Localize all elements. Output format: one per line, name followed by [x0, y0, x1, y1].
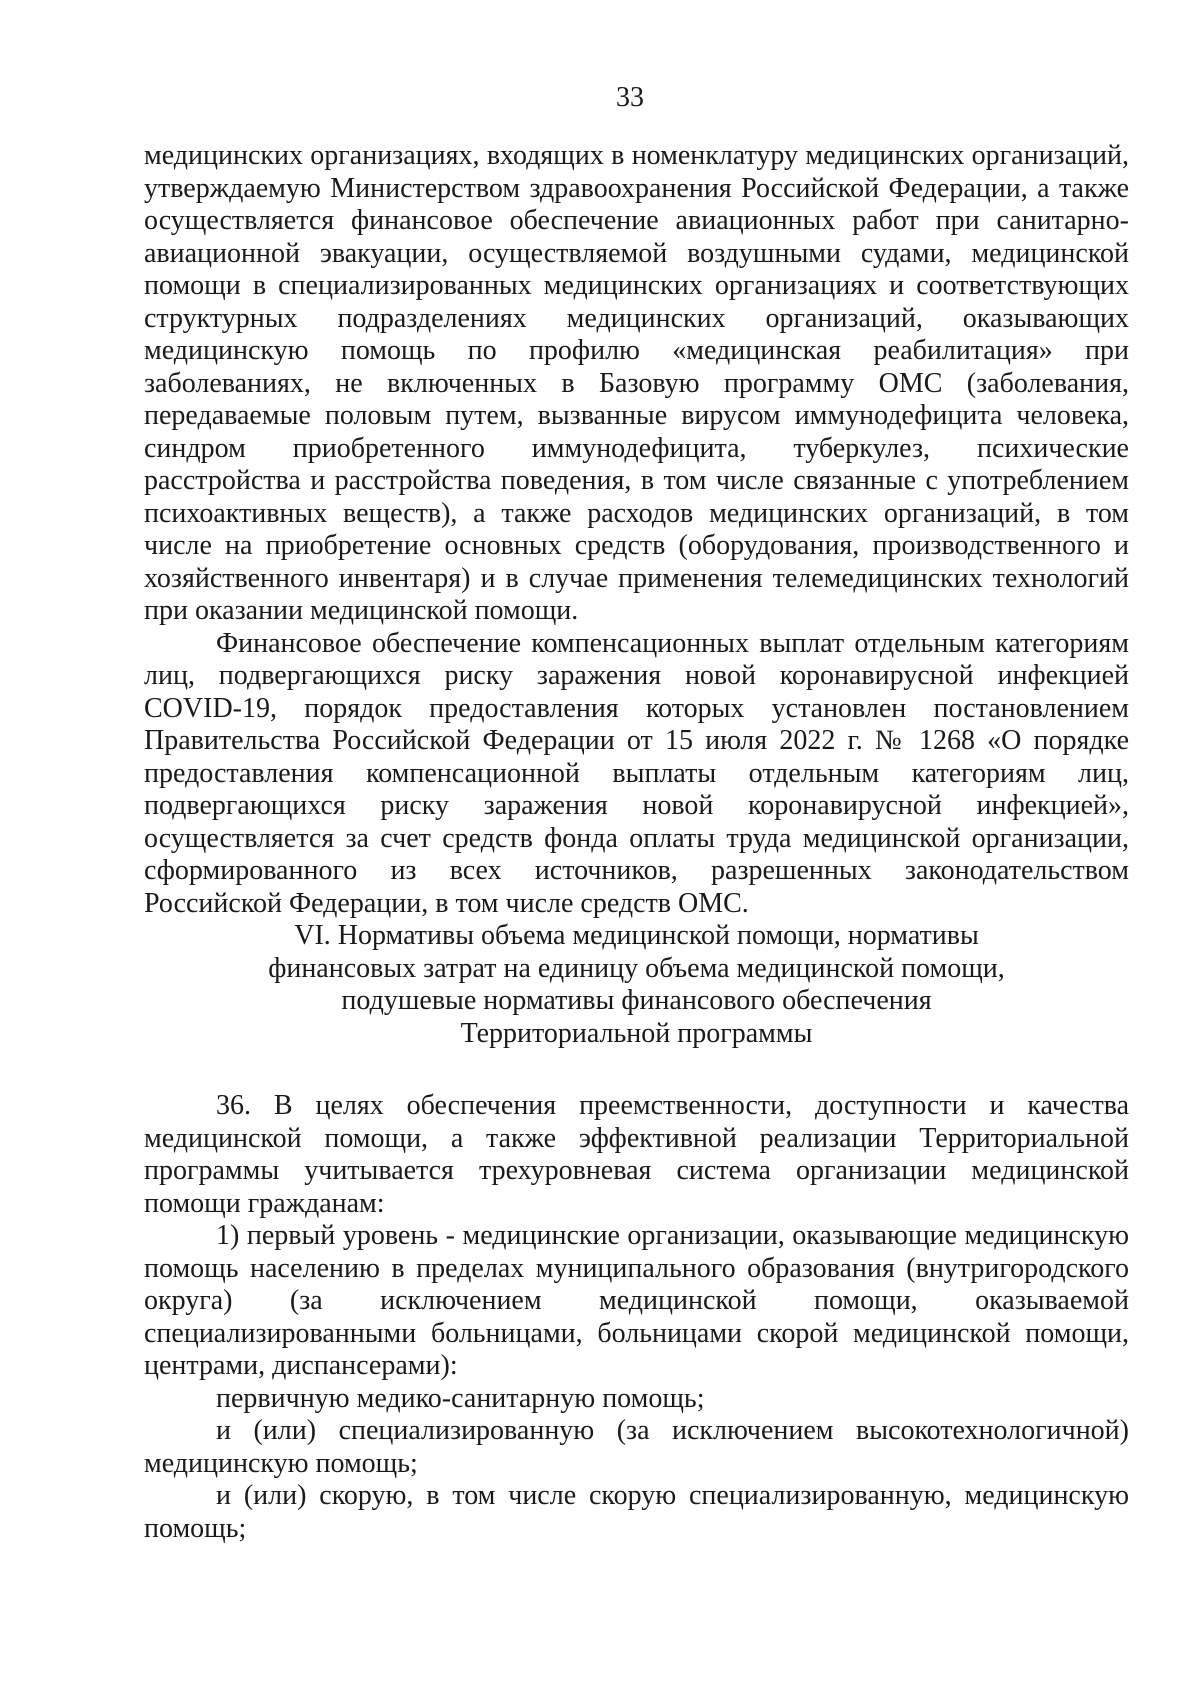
- section-heading-line: финансовых затрат на единицу объема медицинской помощи,: [268, 952, 1005, 984]
- paragraph-36: 36. В целях обеспечения преемственности, доступности и качества медицинской помощи, а также эффективной реализации Территориальной программы учитывается трехуровневая система организации медицинской помощи гражданам:: [144, 1090, 1129, 1219]
- page-number: 33: [616, 82, 644, 113]
- section-heading-line: VI. Нормативы объема медицинской помощи, нормативы: [294, 920, 979, 951]
- section-heading: [144, 920, 1129, 1050]
- list-item: и (или) специализированную (за исключением высокотехнологичной) медицинскую помощь;: [144, 1415, 1129, 1479]
- document-body: [144, 140, 1129, 1545]
- paragraph-first-level: 1) первый уровень - медицинские организации, оказывающие медицинскую помощь населению в пределах муниципального образования (внутригородского округа) (за исключением медицинской помощи, оказываемой специализированными больницами, больницами скорой медицинской помощи, центрами, диспансерами):: [144, 1220, 1129, 1381]
- section-heading-line: подушевые нормативы финансового обеспечения: [341, 985, 932, 1016]
- list-item: и (или) скорую, в том числе скорую специализированную, медицинскую помощь;: [144, 1480, 1129, 1544]
- paragraph-continuation: медицинских организациях, входящих в номенклатуру медицинских организаций, утверждаемую Министерством здравоохранения Российской Федерации, а также осуществляется финансовое обеспечение авиационных работ при санитарно-авиационной эвакуации, осуществляемой воздушными судами, медицинской помощи в специализированных медицинских организациях и соответствующих структурных подразделениях медицинских организаций, оказывающих медицинскую помощь по профилю «медицинская реабилитация» при заболеваниях, не включенных в Базовую программу ОМС (заболевания, передаваемые половым путем, вызванные вирусом иммунодефицита человека, синдром приобретенного иммунодефицита, туберкулез, психические расстройства и расстройства поведения, в том числе связанные с употреблением психоактивных веществ), а также расходов медицинских организаций, в том числе на приобретение основных средств (оборудования, производственного и хозяйственного инвентаря) и в случае применения телемедицинских технологий при оказании медицинской помощи.: [144, 140, 1129, 626]
- paragraph-covid-payments: Финансовое обеспечение компенсационных выплат отдельным категориям лиц, подвергающихся риску заражения новой коронавирусной инфекцией COVID-19, порядок предоставления которых установлен постановлением Правительства Российской Федерации от 15 июля 2022 г. № 1268 «О порядке предоставления компенсационной выплаты отдельным категориям лиц, подвергающихся риску заражения новой коронавирусной инфекцией», осуществляется за счет средств фонда оплаты труда медицинской организации, сформированного из всех источников, разрешенных законодательством Российской Федерации, в том числе средств ОМС.: [144, 627, 1129, 919]
- section-heading-line: Территориальной программы: [460, 1017, 813, 1049]
- list-item: первичную медико-санитарную помощь;: [216, 1382, 705, 1414]
